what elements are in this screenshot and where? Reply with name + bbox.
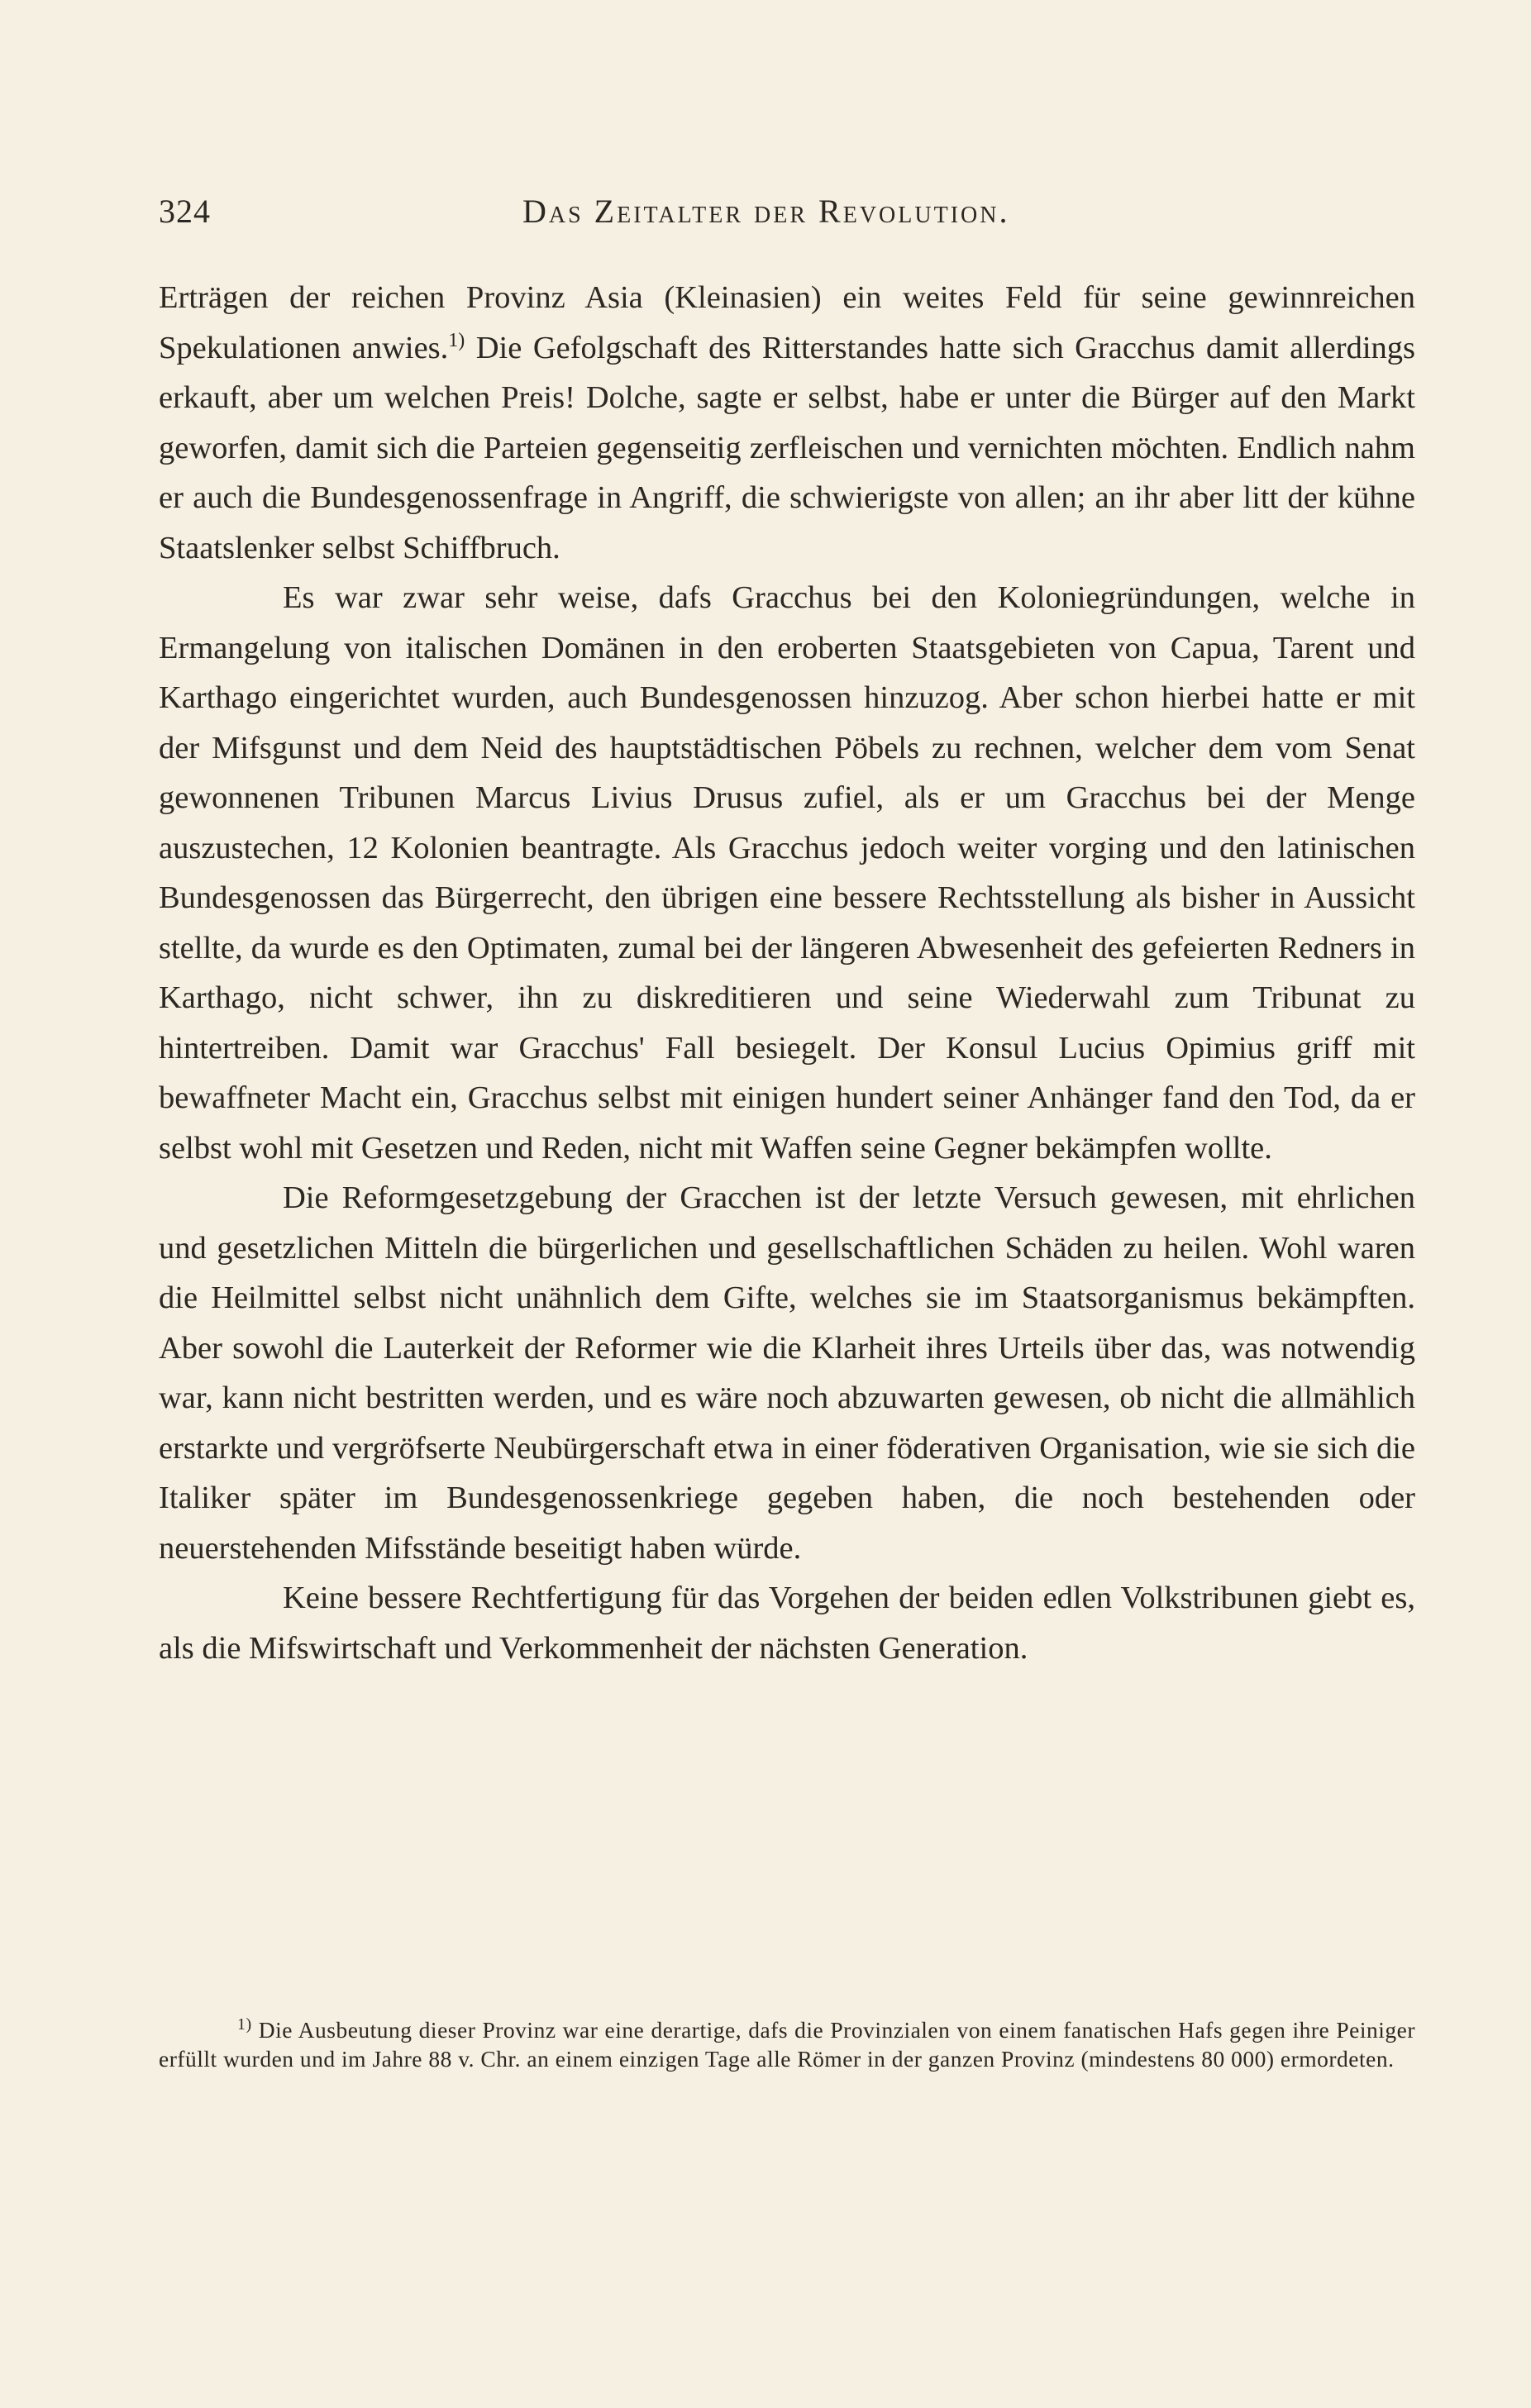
paragraph-1-text-before-note: Erträgen der reichen Provinz Asia (Kleinasien) ein weites Feld für seine gewinnreichen Spekulationen anwies. — [159, 280, 1415, 365]
page-header — [159, 192, 1417, 241]
running-title: Das Zeitalter der Revolution. — [522, 193, 1010, 230]
paragraph-2: Es war zwar sehr weise, dafs Gracchus bei den Koloniegründungen, welche in Ermangelung von italischen Domänen in den eroberten Staatsgebieten von Capua, Tarent und Karthago eingerichtet wurden, auch Bundesgenossen hinzuzog. Aber schon hierbei hatte er mit der Mifsgunst und dem Neid des hauptstädtischen Pöbels zu rechnen, welcher dem vom Senat gewonnenen Tribunen Marcus Livius Drusus zufiel, als er um Gracchus bei der Menge auszustechen, 12 Kolonien beantragte. Als Gracchus jedoch weiter vorging und den latinischen Bundesgenossen das Bürgerrecht, den übrigen eine bessere Rechtsstellung als bisher in Aussicht stellte, da wurde es den Optimaten, zumal bei der längeren Abwesenheit des gefeierten Redners in Karthago, nicht schwer, ihn zu diskreditieren und seine Wiederwahl zum Tribunat zu hintertreiben. Damit war Gracchus' Fall besiegelt. Der Konsul Lucius Opimius griff mit bewaffneter Macht ein, Gracchus selbst mit einigen hundert seiner Anhänger fand den Tod, da er selbst wohl mit Gesetzen und Reden, nicht mit Waffen seine Gegner bekämpfen wollte. — [159, 580, 1415, 1166]
footnote-marker: 1) — [237, 2015, 252, 2034]
paragraph-1-text-after-note: Die Gefolgschaft des Ritterstandes hatte sich Gracchus damit allerdings erkauft, aber um welchen Preis! Dolche, sagte er selbst, habe er unter die Bürger auf den Markt geworfen, damit sich die Parteien gegenseitig zerfleischen und vernichten möchten. Endlich nahm er auch die Bundesgenossenfrage in Angriff, die schwierigste von allen; an ihr aber litt der kühne Staatslenker selbst Schiffbruch. — [159, 330, 1415, 565]
paragraph-1 — [159, 273, 1415, 573]
paragraph-4: Keine bessere Rechtfertigung für das Vorgehen der beiden edlen Volkstribunen giebt es, als die Mifswirtschaft und Verkommenheit der nächsten Generation. — [159, 1581, 1415, 1666]
footnote-reference: 1) — [448, 329, 465, 351]
footnote-text: Die Ausbeutung dieser Provinz war eine derartige, dafs die Provinzialen von einem fanatischen Hafs gegen ihre Peiniger erfüllt wurden und im Jahre 88 v. Chr. an einem einzigen Tage alle Römer in der ganzen Provinz (mindestens 80 000) ermordeten. — [159, 2017, 1415, 2072]
body-text — [159, 273, 1415, 1673]
footnote — [159, 2015, 1415, 2073]
paragraph-3: Die Reformgesetzgebung der Gracchen ist der letzte Versuch gewesen, mit ehrlichen und gesetzlichen Mitteln die bürgerlichen und gesellschaftlichen Schäden zu heilen. Wohl waren die Heilmittel selbst nicht unähnlich dem Gifte, welches sie im Staatsorganismus bekämpften. Aber sowohl die Lauterkeit der Reformer wie die Klarheit ihres Urteils über das, was notwendig war, kann nicht bestritten werden, und es wäre noch abzuwarten gewesen, ob nicht die allmählich erstarkte und vergröfserte Neubürgerschaft etwa in einer föderativen Organisation, wie sie sich die Italiker später im Bundesgenossenkriege gegeben haben, die noch bestehenden oder neuerstehenden Mifsstände beseitigt haben würde. — [159, 1180, 1415, 1566]
page-number: 324 — [159, 193, 211, 230]
